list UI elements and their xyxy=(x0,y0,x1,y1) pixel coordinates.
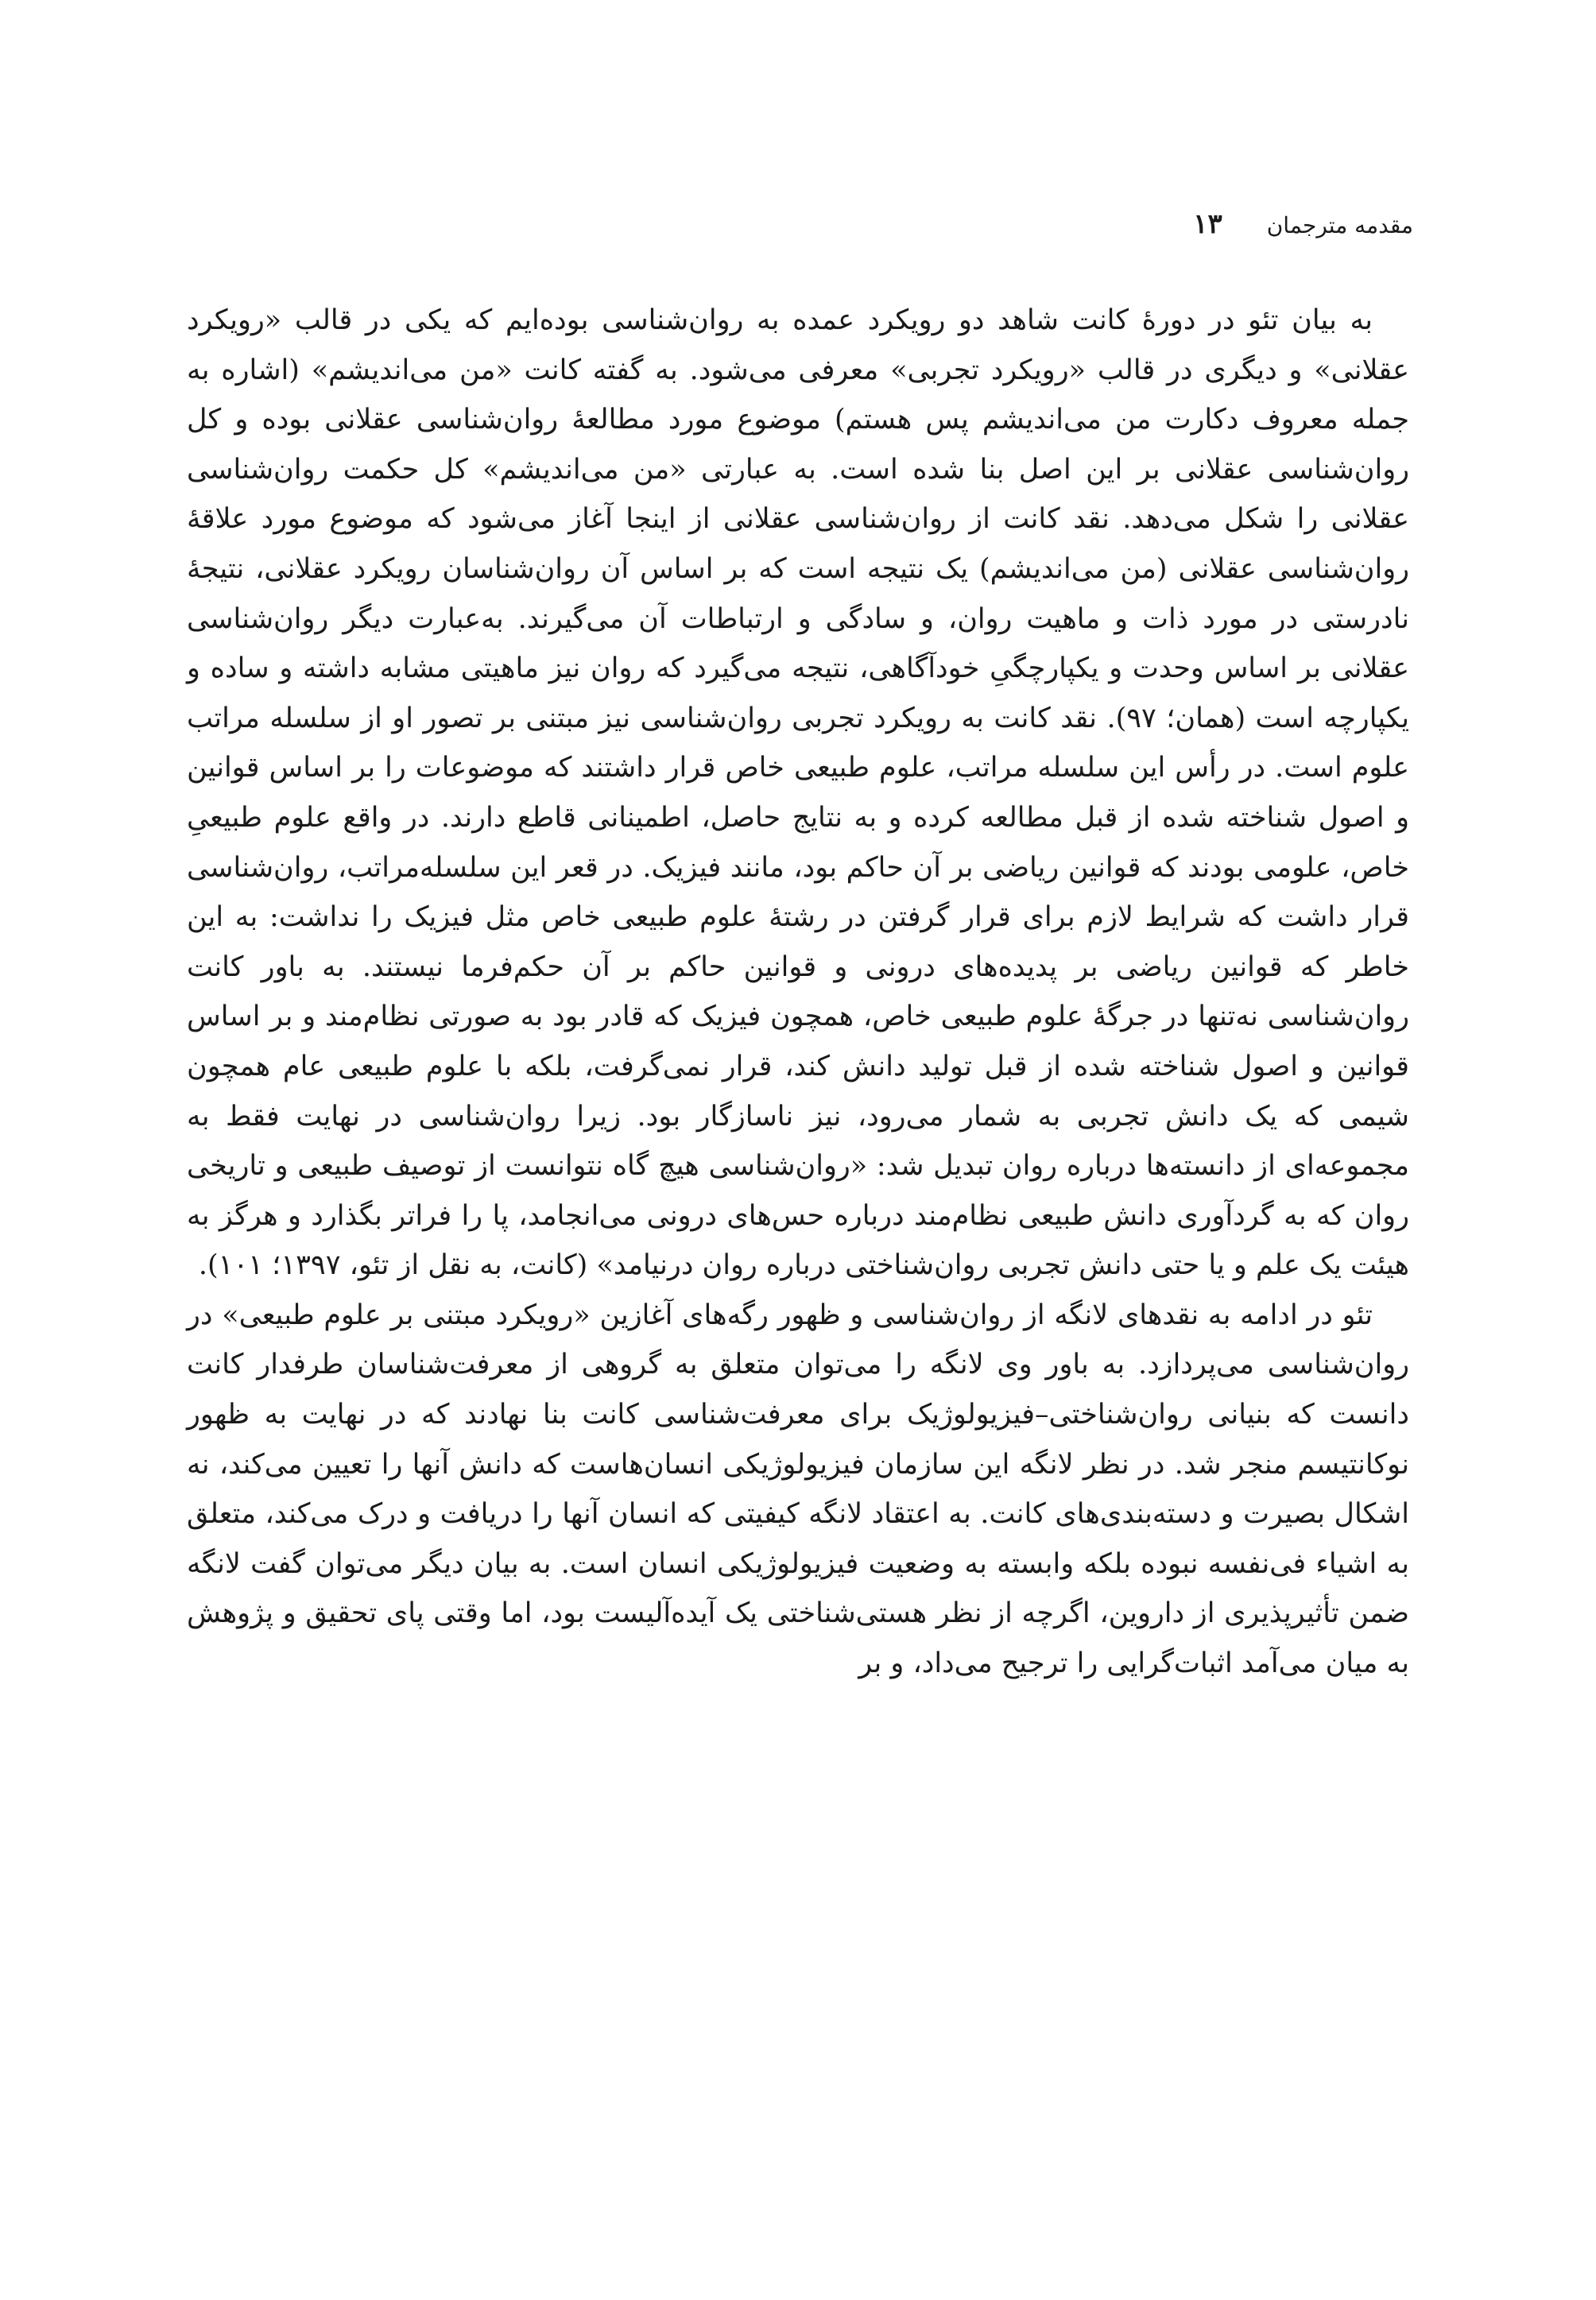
body-text xyxy=(187,296,1409,1689)
chapter-title: مقدمه مترجمان xyxy=(1266,212,1413,238)
paragraph: تئو در ادامه به نقدهای لانگه از روان‌شناسی و ظهور رگه‌های آغازین «رویکرد مبتنی بر علوم طبیعی» در روان‌شناسی می‌پردازد. به باور وی لانگه را می‌توان متعلق به گروهی از معرفت‌شناسان طرفدار کانت دانست که بنیانی روان‌شناختی–فیزیولوژیک برای معرفت‌شناسی کانت بنا نهادند که در نهایت به ظهور نوکانتیسم منجر شد. در نظر لانگه این سازمان فیزیولوژیکی انسان‌هاست که دانش آنها را تعیین می‌کند، نه اشکال بصیرت و دسته‌بندی‌های کانت. به اعتقاد لانگه کیفیتی که انسان آنها را دریافت و درک می‌کند، متعلق به اشیاء فی‌نفسه نبوده بلکه وابسته به وضعیت فیزیولوژیکی انسان است. به بیان دیگر می‌توان گفت لانگه ضمن تأثیرپذیری از داروین، اگرچه از نظر هستی‌شناختی یک آیده‌آلیست بود، اما وقتی پای تحقیق و پژوهش به میان می‌آمد اثبات‌گرایی را ترجیح می‌داد، و بر xyxy=(187,1299,1409,1680)
paragraph: به بیان تئو در دورهٔ کانت شاهد دو رویکرد عمده به روان‌شناسی بوده‌ایم که یکی در قالب «رویکرد عقلانی» و دیگری در قالب «رویکرد تجربی» معرفی می‌شود. به گفته کانت «من می‌اندیشم» (اشاره به جمله معروف دکارت من می‌اندیشم پس هستم) موضوع مورد مطالعهٔ روان‌شناسی عقلانی بوده و کل روان‌شناسی عقلانی بر این اصل بنا شده است. به عبارتی «من می‌اندیشم» کل حکمت روان‌شناسی عقلانی را شکل می‌دهد. نقد کانت از روان‌شناسی عقلانی از اینجا آغاز می‌شود که موضوع مورد علاقهٔ روان‌شناسی عقلانی (من می‌اندیشم) یک نتیجه است که بر اساس آن روان‌شناسان رویکرد عقلانی، نتیجهٔ نادرستی در مورد ذات و ماهیت روان، و سادگی و ارتباطات آن می‌گیرند. به‌عبارت دیگر روان‌شناسی عقلانی بر اساس وحدت و یکپارچگیِ خودآگاهی، نتیجه می‌گیرد که روان نیز ماهیتی مشابه داشته و ساده و یکپارچه است (همان؛ ۹۷). نقد کانت به رویکرد تجربی روان‌شناسی نیز مبتنی بر تصور او از سلسله مراتب علوم است. در رأس این سلسله مراتب، علوم طبیعی خاص قرار داشتند که موضوعات را بر اساس قوانین و اصول شناخته شده از قبل مطالعه کرده و به نتایج حاصل، اطمینانی قاطع دارند. در واقع علوم طبیعیِ خاص، علومی بودند که قوانین ریاضی بر آن حاکم بود، مانند فیزیک. در قعر این سلسله‌مراتب، روان‌شناسی قرار داشت که شرایط لازم برای قرار گرفتن در رشتهٔ علوم طبیعی خاص مثل فیزیک را نداشت: به این خاطر که قوانین ریاضی بر پدیده‌های درونی و قوانین حاکم بر آن حکم‌فرما نیستند. به باور کانت روان‌شناسی نه‌تنها در جرگهٔ علوم طبیعی خاص، همچون فیزیک که قادر بود به صورتی نظام‌مند و بر اساس قوانین و اصول شناخته شده از قبل تولید دانش کند، قرار نمی‌گرفت، بلکه با علوم طبیعی عام همچون شیمی که یک دانش تجربی به شمار می‌رود، نیز ناسازگار بود. زیرا روان‌شناسی در نهایت فقط به مجموعه‌ای از دانسته‌ها درباره روان تبدیل شد: «روان‌شناسی هیچ گاه نتوانست از توصیف طبیعی و تاریخی روان که به گردآوری دانش طبیعی نظام‌مند درباره حس‌های درونی می‌انجامد، پا را فراتر بگذارد و هرگز به هیئت یک علم و یا حتی دانش تجربی روان‌شناختی درباره روان درنیامد» (کانت، به نقل از تئو، ۱۳۹۷؛ ۱۰۱). xyxy=(187,304,1410,1282)
page-number: ۱۳ xyxy=(1193,208,1222,240)
running-header xyxy=(183,208,1413,240)
